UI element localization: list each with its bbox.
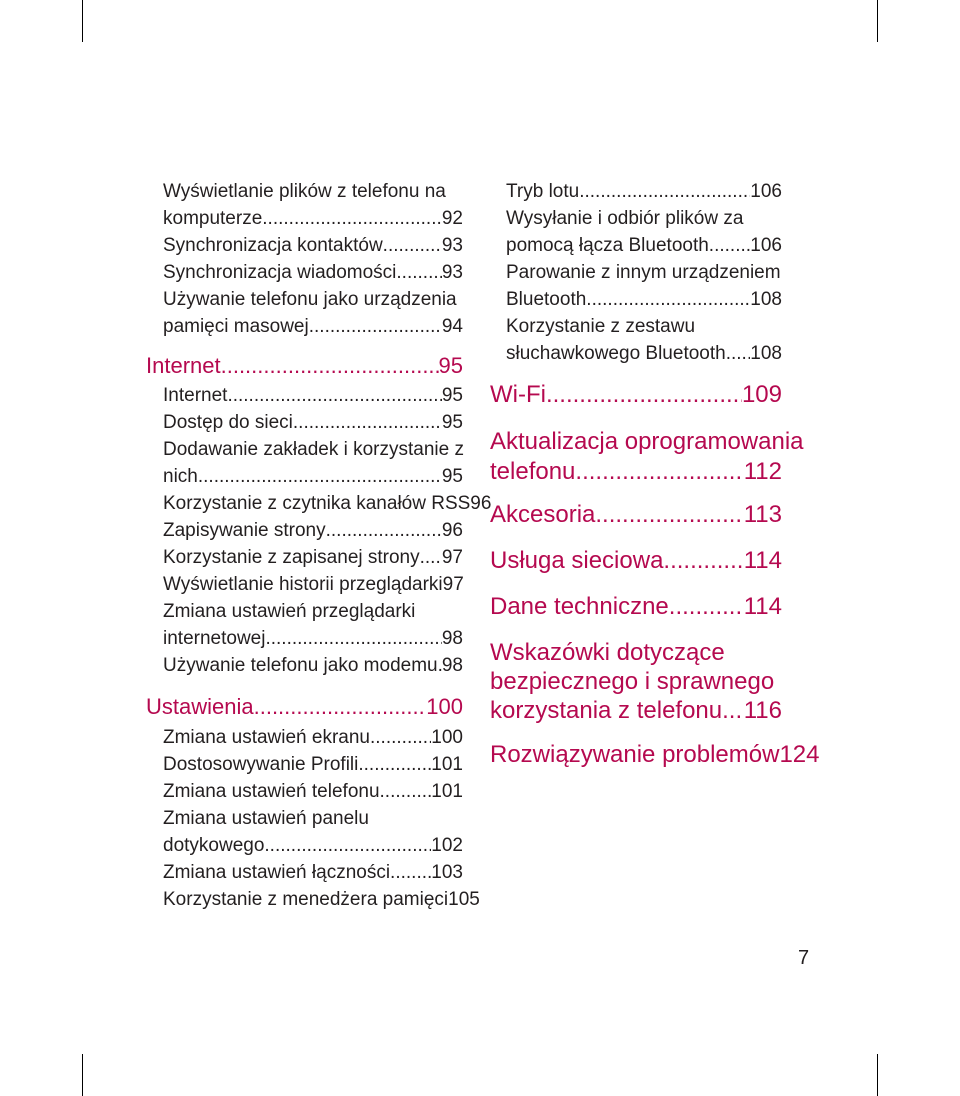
toc-entry-title [163,411,463,435]
toc-leader-dots [380,780,432,804]
toc-entry-label: Zmiana ustawień telefonu [163,781,380,802]
toc-entry-title [163,780,463,804]
toc-entry-title [163,627,463,651]
toc-leader-dots [383,234,442,258]
crop-mark-bottom-right [877,1054,878,1096]
toc-leader-dots [265,627,441,651]
toc-page-number: 97 [441,547,463,568]
toc-entry-label: Rozwiązywanie problemów [490,741,780,768]
toc-page-number: 95 [438,353,463,378]
toc-page-number: 105 [448,889,480,910]
toc-page-number: 96 [470,493,492,514]
toc-entry-label: Synchronizacja wiadomości [163,262,397,283]
toc-entry-title [163,573,463,597]
toc-entry-label: nich [163,466,198,487]
toc-entry-line: Parowanie z innym urządzeniem [506,262,781,283]
toc-entry-title [163,861,463,885]
toc-page-number: 112 [743,458,782,485]
toc-entry-line: Zmiana ustawień panelu [163,808,369,829]
toc-entry-label: Używanie telefonu jako modemu [163,655,438,676]
toc-entry-line: Aktualizacja oprogramowania [490,428,804,455]
toc-entry-label: Wyświetlanie historii przeglądarki [163,574,443,595]
toc-entry-label: Tryb lotu [506,181,580,202]
toc-leader-dots [709,234,751,258]
toc-entry-title [490,740,820,770]
toc-leader-dots [221,352,439,380]
toc-page-number: 95 [441,466,463,487]
toc-entry-title [146,693,463,721]
toc-entry-label: słuchawkowego Bluetooth [506,343,726,364]
toc-entry-title [490,546,782,576]
toc-entry-label: internetowej [163,628,266,649]
toc-entry-title [163,519,463,543]
toc-entry-title [163,834,463,858]
toc-entry-title [490,592,782,622]
toc-entry-label: komputerze [163,208,263,229]
toc-entry-title [490,500,782,530]
toc-leader-dots [420,546,442,570]
toc-page-number: 102 [431,835,463,856]
toc-leader-dots [575,457,743,487]
toc-leader-dots [262,207,442,231]
toc-page-number: 95 [441,385,463,406]
toc-entry-title [490,696,782,726]
toc-page-number: 106 [750,235,782,256]
toc-page-number: 114 [743,593,782,620]
toc-entry-label: Wi-Fi [490,381,546,408]
toc-entry-label: telefonu [490,458,576,485]
toc-entry-label: Korzystanie z menedżera pamięci [163,889,449,910]
toc-page-number: 100 [426,694,463,719]
toc-entry-title [163,654,463,678]
toc-page-number: 100 [431,727,463,748]
toc-entry-line: Wskazówki dotyczące [490,639,725,666]
toc-leader-dots [309,315,442,339]
toc-entry-title [163,261,463,285]
toc-entry-title [163,492,492,516]
toc-leader-dots [358,753,431,777]
toc-leader-dots [326,519,442,543]
toc-entry-label: Korzystanie z czytnika kanałów RSS [163,493,471,514]
crop-mark-top-right [877,0,878,42]
toc-entry-label: Internet [146,353,221,378]
toc-entry-label: Synchronizacja kontaktów [163,235,383,256]
toc-entry-title [163,726,463,750]
toc-entry-label: pamięci masowej [163,316,309,337]
toc-entry-label: dotykowego [163,835,265,856]
toc-entry-label: Bluetooth [506,289,587,310]
toc-page-number: 124 [779,741,820,768]
toc-page-number: 92 [441,208,463,229]
toc-leader-dots [595,500,743,530]
toc-page-number: 103 [431,862,463,883]
toc-leader-dots [669,592,744,622]
toc-entry-label: korzystania z telefonu [490,697,723,724]
toc-page-number: 108 [750,343,782,364]
crop-mark-top-left [82,0,83,42]
toc-entry-line: Wyświetlanie plików z telefonu na [163,181,446,202]
toc-entry-label: Ustawienia [146,694,254,719]
toc-entry-line: Zmiana ustawień przeglądarki [163,601,416,622]
toc-page-number: 94 [441,316,463,337]
toc-page-number: 98 [441,655,463,676]
toc-leader-dots [726,342,751,366]
toc-page-number: 95 [441,412,463,433]
toc-entry-label: Internet [163,385,228,406]
toc-page-number: 106 [750,181,782,202]
toc-entry-title [506,180,782,204]
toc-entry-label: Usługa sieciowa [490,547,664,574]
toc-entry-title [163,207,463,231]
toc-entry-line: bezpiecznego i sprawnego [490,668,775,695]
toc-entry-line: Używanie telefonu jako urządzenia [163,289,457,310]
toc-leader-dots [264,834,431,858]
toc-entry-title [163,546,463,570]
toc-entry-title [163,465,463,489]
toc-leader-dots [370,726,431,750]
toc-entry-label: Zapisywanie strony [163,520,326,541]
toc-page-number: 113 [743,501,782,528]
toc-page-number: 98 [441,628,463,649]
toc-entry-label: Dane techniczne [490,593,669,620]
crop-mark-bottom-left [82,1054,83,1096]
toc-leader-dots [198,465,442,489]
toc-entry-label: Zmiana ustawień łączności [163,862,391,883]
toc-entry-label: pomocą łącza Bluetooth [506,235,709,256]
toc-entry-title [506,288,782,312]
toc-entry-title [163,888,480,912]
toc-entry-title [146,352,463,380]
toc-entry-label: Korzystanie z zapisanej strony [163,547,420,568]
toc-leader-dots [396,261,441,285]
page-number: 7 [798,947,810,969]
toc-leader-dots [579,180,750,204]
toc-page-number: 96 [441,520,463,541]
toc-entry-title [163,315,463,339]
toc-entry-title [163,234,463,258]
toc-entry-title [163,384,463,408]
toc-page-number: 97 [442,574,464,595]
toc-page-number: 109 [741,381,782,408]
toc-page-number: 101 [431,754,463,775]
toc-entry-line: Korzystanie z zestawu [506,316,696,337]
toc-leader-dots [546,380,742,410]
toc-leader-dots [586,288,750,312]
toc-page-number: 108 [750,289,782,310]
toc-leader-dots [227,384,441,408]
toc-entry-label: Zmiana ustawień ekranu [163,727,370,748]
toc-leader-dots [722,696,744,726]
toc-entry-line: Wysyłanie i odbiór plików za [506,208,744,229]
toc-entry-line: Dodawanie zakładek i korzystanie z [163,439,464,460]
toc-page-number: 116 [743,697,782,724]
toc-leader-dots [390,861,431,885]
toc-entry-title [163,753,463,777]
toc-entry-label: Dostosowywanie Profili [163,754,359,775]
toc-leader-dots [293,411,442,435]
toc-entry-label: Dostęp do sieci [163,412,293,433]
toc-entry-title [490,457,782,487]
toc-page-number: 93 [441,262,463,283]
toc-page-number: 101 [431,781,463,802]
toc-entry-title [490,380,782,410]
toc-page-number: 114 [743,547,782,574]
toc-entry-label: Akcesoria [490,501,596,528]
toc-entry-title [506,342,782,366]
toc-entry-title [506,234,782,258]
toc-leader-dots [254,693,427,721]
toc-page-number: 93 [441,235,463,256]
toc-leader-dots [663,546,743,576]
